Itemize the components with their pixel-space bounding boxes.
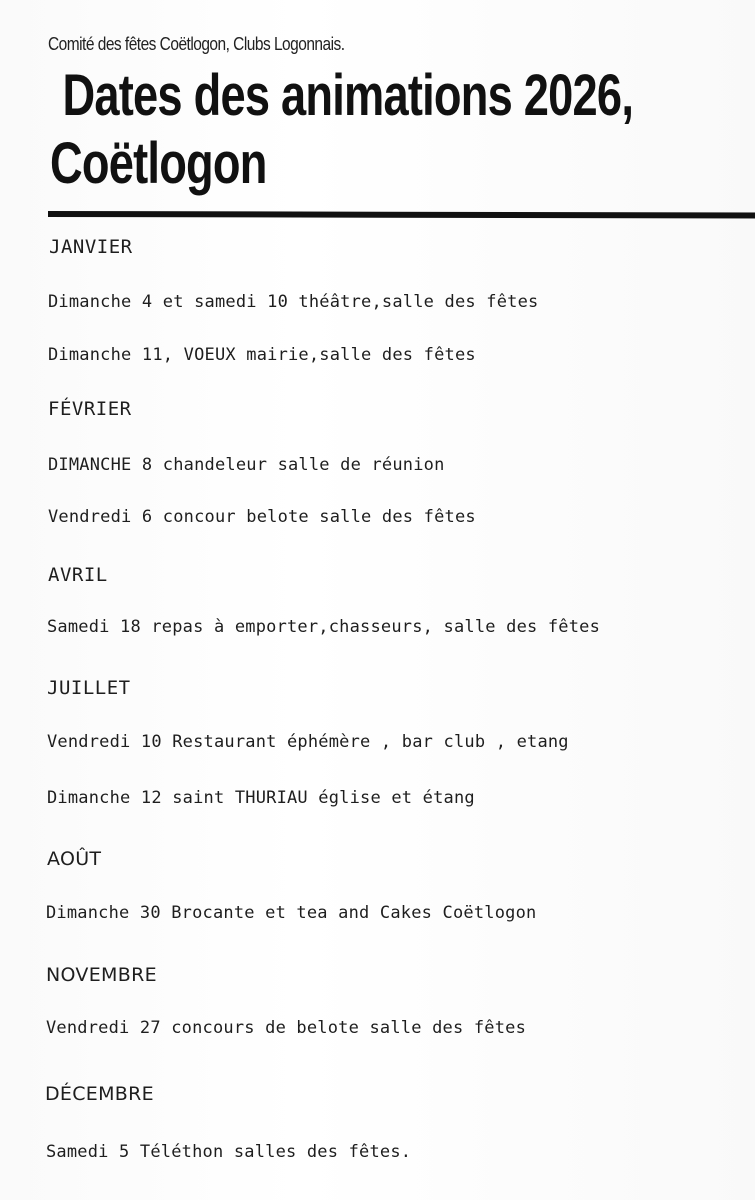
event-item: DIMANCHE 8 chandeleur salle de réunion (48, 455, 445, 475)
event-item: Dimanche 12 saint THURIAU église et étang (47, 788, 475, 808)
event-item: Samedi 18 repas à emporter,chasseurs, salle des fêtes (47, 617, 601, 637)
title-line-2: Coëtlogon (50, 131, 267, 196)
month-heading-novembre: NOVEMBRE (46, 964, 157, 986)
event-item: Dimanche 30 Brocante et tea and Cakes Coëtlogon (46, 903, 537, 923)
month-heading-avril: AVRIL (48, 564, 108, 586)
month-heading-aout: AOÛT (47, 848, 102, 870)
month-heading-juillet: JUILLET (47, 677, 131, 699)
organizers-line: Comité des fêtes Coëtlogon, Clubs Logonnais. (48, 34, 345, 54)
month-heading-decembre: DÉCEMBRE (45, 1083, 154, 1105)
page-title (50, 62, 633, 198)
event-item: Vendredi 27 concours de belote salle des fêtes (46, 1018, 527, 1038)
event-item: Dimanche 4 et samedi 10 théâtre,salle des fêtes (48, 292, 539, 312)
month-heading-fevrier: FÉVRIER (48, 398, 132, 420)
event-item: Vendredi 10 Restaurant éphémère , bar club , etang (47, 732, 569, 752)
month-heading-janvier: JANVIER (49, 236, 133, 258)
event-item: Vendredi 6 concour belote salle des fêtes (48, 507, 476, 527)
event-item: Samedi 5 Téléthon salles des fêtes. (46, 1142, 412, 1162)
event-item: Dimanche 11, VOEUX mairie,salle des fêtes (48, 345, 476, 365)
title-line-1: Dates des animations 2026, (62, 63, 634, 128)
title-divider (48, 211, 755, 219)
